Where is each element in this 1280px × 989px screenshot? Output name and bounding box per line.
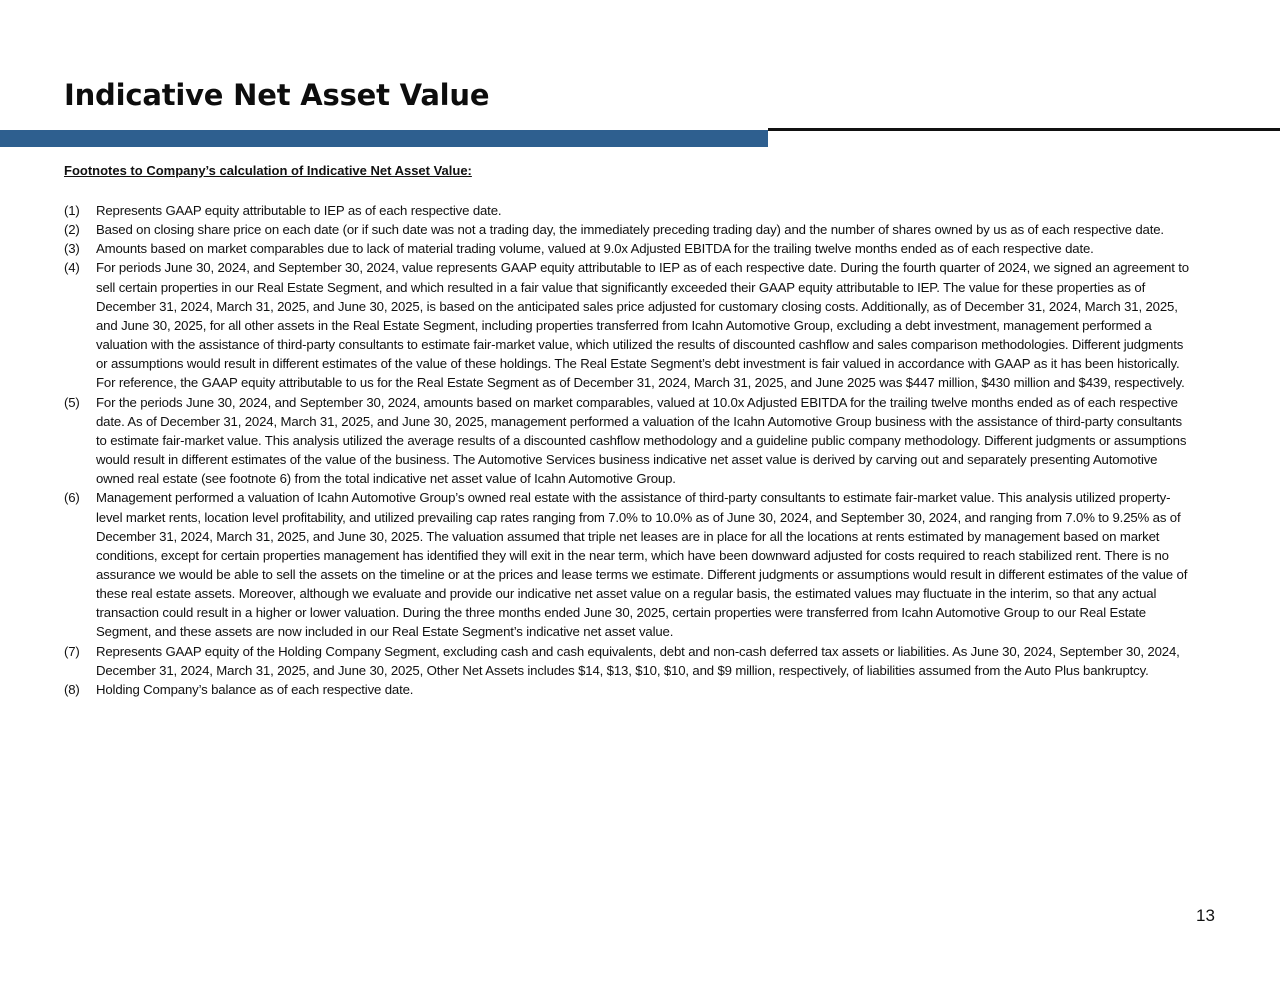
footnote-7 [64, 642, 1194, 680]
title-accent-bar [0, 130, 768, 147]
page-number: 13 [1196, 906, 1215, 925]
footnote-number: (8) [64, 681, 80, 697]
footnote-3 [64, 239, 1194, 258]
footnote-4 [64, 258, 1194, 392]
footnote-text: Management performed a valuation of Icahn Automotive Group’s owned real estate with the assistance of third-party consultants to estimate fair-market value. This analysis utilized property-level market rents, location level profitability, and utilized prevailing cap rates ranging from 7.0% to 10.0% as of June 30, 2024, and September 30, 2024, and ranging from 7.0% to 9.25% as of December 31, 2024, March 31, 2025, and June 30, 2025. The valuation assumed that triple net leases are in place for all the locations at rents estimated by management based on market conditions, except for certain properties management has identified they will exit in the near term, which have been downward adjusted for costs required to reach stabilized rent. There is no assurance we would be able to sell the assets on the timeline or at the prices and lease terms we estimate. Different judgments or assumptions would result in different estimates of the value of these real estate assets. Moreover, although we evaluate and provide our indicative net asset value on a regular basis, the estimated values may fluctuate in the interim, so that any actual transaction could result in a higher or lower valuation. During the three months ended June 30, 2025, certain properties were transferred from Icahn Automotive Group to our Real Estate Segment, and these assets are now included in our Real Estate Segment’s indicative net asset value. [96, 490, 1188, 640]
footnote-number: (1) [64, 203, 80, 218]
footnote-number: (3) [64, 241, 80, 257]
footnote-text: Represents GAAP equity of the Holding Company Segment, excluding cash and cash equivalents, debt and non-cash deferred tax assets or liabilities. As June 30, 2024, September 30, 2024, December 31, 2024, March 31, 2025, and June 30, 2025, Other Net Assets includes $14, $13, $10, $10, and $9 million, respectively, of liabilities assumed from the Auto Plus bankruptcy. [96, 643, 1180, 678]
footnote-6 [64, 488, 1194, 641]
footnote-text: Holding Company’s balance as of each respective date. [96, 681, 414, 697]
footnote-number: (7) [64, 643, 80, 659]
footnote-number: (5) [64, 394, 80, 410]
footnotes-heading: Footnotes to Company’s calculation of Indicative Net Asset Value: [64, 163, 472, 178]
footnote-1 [64, 201, 1194, 220]
footnote-number: (2) [64, 222, 80, 238]
footnote-text: Amounts based on market comparables due to lack of material trading volume, valued at 9.0x Adjusted EBITDA for the trailing twelve months ended as of each respective date. [96, 241, 1094, 257]
footnote-text: Based on closing share price on each date (or if such date was not a trading day, the immediately preceding trading day) and the number of shares owned by us as of each respective date. [96, 222, 1164, 238]
page-title: Indicative Net Asset Value [64, 78, 490, 112]
footnote-5 [64, 393, 1194, 489]
footnotes-list [64, 201, 1194, 699]
footnote-text: For the periods June 30, 2024, and September 30, 2024, amounts based on market comparables, valued at 10.0x Adjusted EBITDA for the trailing twelve months ended as of each respective date. As of December 31, 2024, March 31, 2025, and June 30, 2025, management performed a valuation of the Icahn Automotive Group business with the assistance of third-party consultants to estimate fair-market value. This analysis utilized the average results of a discounted cashflow methodology and a guideline public company methodology. Different judgments or assumptions would result in different estimates of the value of the business. The Automotive Services business indicative net asset value is derived by carving out and separately presenting Automotive owned real estate (see footnote 6) from the total indicative net asset value of Icahn Automotive Group. [96, 394, 1187, 487]
footnote-8 [64, 680, 1194, 699]
footnote-number: (4) [64, 260, 80, 276]
footnote-2 [64, 220, 1194, 239]
footnote-number: (6) [64, 490, 80, 506]
footnote-text: Represents GAAP equity attributable to IEP as of each respective date. [96, 203, 502, 218]
title-rule-line [768, 128, 1280, 131]
footnote-text: For periods June 30, 2024, and September 30, 2024, value represents GAAP equity attributable to IEP as of each respective date. During the fourth quarter of 2024, we signed an agreement to sell certain properties in our Real Estate Segment, and which resulted in a fair value that significantly exceeded their GAAP equity attributable to IEP. The value for these properties as of December 31, 2024, March 31, 2025, and June 30, 2025, is based on the anticipated sales price adjusted for customary closing costs. Additionally, as of December 31, 2024, March 31, 2025, and June 30, 2025, for all other assets in the Real Estate Segment, including properties transferred from Icahn Automotive Group, excluding a debt investment, management performed a valuation with the assistance of third-party consultants to estimate fair-market value, which utilized the results of discounted cashflow and sales comparison methodologies. Different judgments or assumptions would result in different estimates of the value of these holdings. The Real Estate Segment’s debt investment is fair valued in accordance with GAAP as it has been historically. For reference, the GAAP equity attributable to us for the Real Estate Segment as of December 31, 2024, March 31, 2025, and June 2025 was $447 million, $430 million and $439, respectively. [96, 260, 1189, 391]
